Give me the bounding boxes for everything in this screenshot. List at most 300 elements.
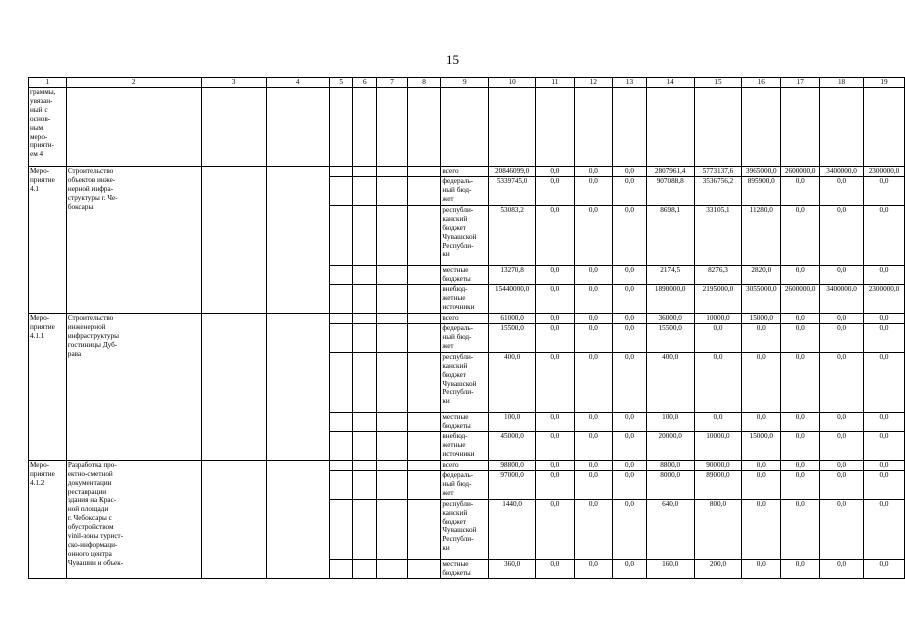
empty-cell: [353, 205, 377, 265]
funding-source-line: ный бюд-: [442, 332, 472, 341]
value-cell: 0,0: [820, 499, 864, 559]
empty-cell: [407, 499, 441, 559]
empty-cell: [742, 88, 781, 167]
value-cell: 0,0: [536, 323, 575, 352]
value-cell: 20000,0: [646, 431, 694, 460]
empty-cell: [613, 88, 647, 167]
value-cell: 0,0: [536, 470, 575, 499]
value-cell: 0,0: [574, 412, 613, 431]
empty-cell: [377, 412, 408, 431]
value-cell: 0,0: [694, 352, 742, 412]
header-cell: 7: [377, 78, 408, 88]
empty-cell: [407, 470, 441, 499]
value-cell: 160,0: [646, 559, 694, 578]
funding-source-cell: [441, 284, 489, 313]
event-title-line: инженерной: [67, 322, 106, 331]
empty-cell: [266, 460, 329, 578]
value-cell: 33105,1: [694, 205, 742, 265]
header-cell: 13: [613, 78, 647, 88]
value-cell: 0,0: [742, 470, 781, 499]
value-cell: 0,0: [613, 284, 647, 313]
funding-source-line: бюджет: [442, 517, 466, 526]
value-cell: 0,0: [863, 431, 904, 460]
value-cell: 45000,0: [489, 431, 536, 460]
value-cell: 0,0: [536, 176, 575, 205]
value-cell: 100,0: [646, 412, 694, 431]
table-row: [29, 313, 905, 323]
funding-source-cell: [441, 352, 489, 412]
value-cell: 800,0: [694, 499, 742, 559]
empty-cell: [329, 470, 353, 499]
empty-cell: [820, 88, 864, 167]
empty-cell: [353, 284, 377, 313]
empty-cell: [407, 412, 441, 431]
value-cell: 3536756,2: [694, 176, 742, 205]
empty-cell: [377, 205, 408, 265]
value-cell: 0,0: [781, 412, 820, 431]
funding-source-line: федераль-: [442, 323, 474, 332]
empty-cell: [329, 431, 353, 460]
value-cell: 0,0: [820, 313, 864, 323]
program-text-line: основ-: [30, 114, 51, 123]
empty-cell: [407, 352, 441, 412]
value-cell: 0,0: [820, 412, 864, 431]
value-cell: 0,0: [820, 352, 864, 412]
value-cell: 0,0: [781, 352, 820, 412]
funding-source-cell: [441, 460, 489, 470]
value-cell: 90000,0: [694, 460, 742, 470]
value-cell: 53083,2: [489, 205, 536, 265]
value-cell: 0,0: [863, 470, 904, 499]
event-number-line: Меро-: [30, 460, 50, 469]
event-title-line: vinil-зоны турист-: [67, 532, 124, 541]
empty-cell: [353, 460, 377, 470]
value-cell: 0,0: [613, 176, 647, 205]
event-number-cell: [29, 167, 67, 314]
event-number-line: приятие: [30, 175, 55, 184]
value-cell: 0,0: [781, 559, 820, 578]
funding-source-line: ки: [442, 250, 450, 259]
header-cell: 12: [574, 78, 613, 88]
program-cell: [29, 88, 67, 167]
empty-cell: [329, 352, 353, 412]
value-cell: 3400000,0: [820, 284, 864, 313]
value-cell: 0,0: [781, 323, 820, 352]
empty-cell: [407, 176, 441, 205]
funding-source-cell: [441, 205, 489, 265]
value-cell: 0,0: [613, 265, 647, 284]
funding-source-line: канский: [442, 361, 468, 370]
empty-cell: [329, 265, 353, 284]
header-cell: 8: [407, 78, 441, 88]
funding-source-line: источники: [442, 449, 475, 458]
value-cell: 0,0: [574, 352, 613, 412]
value-cell: 640,0: [646, 499, 694, 559]
value-cell: 0,0: [863, 559, 904, 578]
event-title-line: ектно-сметной: [67, 469, 113, 478]
value-cell: 0,0: [613, 167, 647, 177]
event-title-line: г. Чебоксары с: [67, 514, 112, 523]
value-cell: 0,0: [742, 352, 781, 412]
empty-cell: [201, 167, 266, 314]
header-cell: 16: [742, 78, 781, 88]
value-cell: 0,0: [574, 176, 613, 205]
event-number-line: 4.1.2: [30, 478, 45, 487]
value-cell: 0,0: [863, 499, 904, 559]
event-title-line: гостиницы Дуб-: [67, 340, 118, 349]
program-text-line: ем 4: [30, 150, 44, 159]
funding-source-line: Республи-: [442, 241, 474, 250]
value-cell: 200,0: [694, 559, 742, 578]
empty-cell: [377, 265, 408, 284]
value-cell: 8800,0: [646, 460, 694, 470]
value-cell: 3400000,0: [820, 167, 864, 177]
value-cell: 0,0: [536, 499, 575, 559]
event-title-line: обустройством: [67, 523, 114, 532]
empty-cell: [353, 412, 377, 431]
value-cell: 0,0: [820, 323, 864, 352]
event-number-line: приятие: [30, 322, 55, 331]
value-cell: 0,0: [863, 460, 904, 470]
funding-source-line: жетные: [442, 440, 466, 449]
empty-cell: [329, 323, 353, 352]
empty-cell: [377, 176, 408, 205]
value-cell: 8276,3: [694, 265, 742, 284]
value-cell: 907088,8: [646, 176, 694, 205]
funding-source-line: местные: [442, 265, 469, 274]
empty-cell: [407, 460, 441, 470]
value-cell: 0,0: [781, 431, 820, 460]
event-title-line: здания на Крас-: [67, 496, 117, 505]
funding-source-cell: [441, 167, 489, 177]
value-cell: 0,0: [536, 284, 575, 313]
continuation-row: [29, 88, 905, 167]
empty-cell: [377, 499, 408, 559]
value-cell: 0,0: [613, 559, 647, 578]
value-cell: 0,0: [613, 323, 647, 352]
empty-cell: [329, 88, 353, 167]
value-cell: 2300000,0: [863, 284, 904, 313]
value-cell: 0,0: [820, 470, 864, 499]
funding-source-line: местные: [442, 559, 469, 568]
empty-cell: [863, 88, 904, 167]
event-title-line: нерной инфра-: [67, 184, 114, 193]
value-cell: 5339745,0: [489, 176, 536, 205]
value-cell: 3055000,0: [742, 284, 781, 313]
empty-cell: [489, 88, 536, 167]
value-cell: 0,0: [536, 460, 575, 470]
funding-source-line: внебюд-: [442, 431, 468, 440]
value-cell: 0,0: [613, 499, 647, 559]
value-cell: 0,0: [820, 431, 864, 460]
value-cell: 1440,0: [489, 499, 536, 559]
event-number-line: приятие: [30, 469, 55, 478]
event-title-line: объектов инже-: [67, 175, 116, 184]
event-title-line: рава: [67, 349, 82, 358]
event-number-cell: [29, 460, 67, 578]
value-cell: 0,0: [536, 352, 575, 412]
value-cell: 895900,0: [742, 176, 781, 205]
funding-source-line: бюджеты: [442, 274, 471, 283]
header-cell: 18: [820, 78, 864, 88]
funding-source-line: жет: [442, 341, 454, 350]
value-cell: 0,0: [694, 323, 742, 352]
empty-cell: [377, 313, 408, 323]
value-cell: 0,0: [574, 265, 613, 284]
value-cell: 0,0: [613, 470, 647, 499]
empty-cell: [407, 88, 441, 167]
value-cell: 10000,0: [694, 313, 742, 323]
value-cell: 0,0: [574, 323, 613, 352]
empty-cell: [353, 499, 377, 559]
empty-cell: [407, 313, 441, 323]
value-cell: 0,0: [574, 431, 613, 460]
value-cell: 0,0: [742, 559, 781, 578]
event-title-line: структуры г. Че-: [67, 193, 118, 202]
event-title-line: ной площади: [67, 505, 109, 514]
empty-cell: [407, 559, 441, 578]
funding-source-line: канский: [442, 214, 468, 223]
empty-cell: [377, 88, 408, 167]
table-row: [29, 167, 905, 177]
value-cell: 0,0: [781, 460, 820, 470]
empty-cell: [66, 88, 201, 167]
funding-source-cell: [441, 323, 489, 352]
value-cell: 2820,0: [742, 265, 781, 284]
empty-cell: [353, 559, 377, 578]
funding-source-line: ки: [442, 397, 450, 406]
value-cell: 11280,0: [742, 205, 781, 265]
empty-cell: [407, 431, 441, 460]
value-cell: 0,0: [574, 167, 613, 177]
header-cell: 15: [694, 78, 742, 88]
empty-cell: [407, 265, 441, 284]
empty-cell: [266, 88, 329, 167]
empty-cell: [353, 167, 377, 177]
funding-source-line: Чувашской: [442, 379, 477, 388]
value-cell: 0,0: [820, 460, 864, 470]
empty-cell: [781, 88, 820, 167]
header-cell: 3: [201, 78, 266, 88]
empty-cell: [329, 499, 353, 559]
value-cell: 0,0: [536, 205, 575, 265]
event-number-line: 4.1: [30, 184, 39, 193]
empty-cell: [353, 88, 377, 167]
header-cell: 19: [863, 78, 904, 88]
value-cell: 0,0: [536, 559, 575, 578]
funding-source-line: Чувашской: [442, 232, 477, 241]
empty-cell: [329, 460, 353, 470]
value-cell: 0,0: [820, 559, 864, 578]
value-cell: 0,0: [613, 352, 647, 412]
value-cell: 360,0: [489, 559, 536, 578]
value-cell: 89000,0: [694, 470, 742, 499]
funding-source-line: ный бюд-: [442, 185, 472, 194]
value-cell: 0,0: [574, 559, 613, 578]
value-cell: 0,0: [781, 470, 820, 499]
value-cell: 0,0: [863, 205, 904, 265]
program-text-line: ный с: [30, 105, 48, 114]
header-cell: 6: [353, 78, 377, 88]
table-row: [29, 460, 905, 470]
funding-source-line: республи-: [442, 499, 474, 508]
empty-cell: [329, 205, 353, 265]
empty-cell: [407, 205, 441, 265]
funding-source-line: жет: [442, 194, 454, 203]
value-cell: 15000,0: [742, 313, 781, 323]
funding-source-line: жетные: [442, 293, 466, 302]
empty-cell: [266, 313, 329, 460]
header-cell: 5: [329, 78, 353, 88]
event-title-line: реставрации: [67, 487, 107, 496]
funding-source-line: всего: [442, 313, 459, 322]
value-cell: 0,0: [742, 460, 781, 470]
empty-cell: [377, 323, 408, 352]
value-cell: 97000,0: [489, 470, 536, 499]
empty-cell: [574, 88, 613, 167]
event-number-line: Меро-: [30, 313, 50, 322]
value-cell: 0,0: [863, 313, 904, 323]
event-title-cell: [66, 167, 201, 314]
value-cell: 15000,0: [742, 431, 781, 460]
funding-source-cell: [441, 265, 489, 284]
funding-source-cell: [441, 499, 489, 559]
event-title-line: Разработка про-: [67, 460, 117, 469]
event-title-line: Строительство: [67, 167, 114, 175]
header-cell: 1: [29, 78, 67, 88]
value-cell: 0,0: [574, 205, 613, 265]
table-body: [29, 78, 905, 579]
empty-cell: [377, 167, 408, 177]
funding-source-line: бюджет: [442, 223, 466, 232]
empty-cell: [377, 559, 408, 578]
empty-cell: [353, 323, 377, 352]
value-cell: 0,0: [820, 265, 864, 284]
value-cell: 2600000,0: [781, 167, 820, 177]
value-cell: 3965000,0: [742, 167, 781, 177]
funding-source-line: ки: [442, 544, 450, 553]
empty-cell: [407, 284, 441, 313]
value-cell: 0,0: [613, 205, 647, 265]
empty-cell: [353, 352, 377, 412]
empty-cell: [377, 352, 408, 412]
value-cell: 2195000,0: [694, 284, 742, 313]
funding-source-line: Республи-: [442, 388, 474, 397]
funding-source-cell: [441, 412, 489, 431]
empty-cell: [329, 176, 353, 205]
empty-cell: [201, 460, 266, 578]
header-cell: 10: [489, 78, 536, 88]
header-cell: 2: [66, 78, 201, 88]
value-cell: 0,0: [820, 176, 864, 205]
header-cell: 11: [536, 78, 575, 88]
value-cell: 0,0: [536, 313, 575, 323]
empty-cell: [329, 559, 353, 578]
value-cell: 0,0: [536, 265, 575, 284]
funding-source-cell: [441, 470, 489, 499]
funding-source-line: федераль-: [442, 470, 474, 479]
funding-source-line: всего: [442, 167, 459, 175]
empty-cell: [441, 88, 489, 167]
value-cell: 0,0: [742, 412, 781, 431]
event-title-line: боксары: [67, 202, 94, 211]
value-cell: 8000,0: [646, 470, 694, 499]
funding-source-line: республи-: [442, 352, 474, 361]
value-cell: 8698,1: [646, 205, 694, 265]
value-cell: 36000,0: [646, 313, 694, 323]
value-cell: 15440000,0: [489, 284, 536, 313]
value-cell: 0,0: [820, 205, 864, 265]
value-cell: 0,0: [574, 284, 613, 313]
funding-source-cell: [441, 431, 489, 460]
value-cell: 0,0: [613, 313, 647, 323]
funding-source-line: Республи-: [442, 535, 474, 544]
value-cell: 0,0: [863, 176, 904, 205]
value-cell: 0,0: [742, 323, 781, 352]
value-cell: 0,0: [613, 412, 647, 431]
value-cell: 1890000,0: [646, 284, 694, 313]
budget-table: [28, 77, 905, 579]
funding-source-cell: [441, 176, 489, 205]
empty-cell: [329, 412, 353, 431]
page-number: 15: [446, 52, 459, 67]
funding-source-line: Чувашской: [442, 526, 477, 535]
event-title-cell: [66, 313, 201, 460]
header-cell: 17: [781, 78, 820, 88]
header-row: [29, 78, 905, 88]
event-title-line: документации: [67, 478, 112, 487]
program-text-line: увязан-: [30, 96, 53, 105]
header-cell: 4: [266, 78, 329, 88]
funding-source-line: ный бюд-: [442, 479, 472, 488]
value-cell: 0,0: [613, 460, 647, 470]
value-cell: 2600000,0: [781, 284, 820, 313]
value-cell: 0,0: [863, 352, 904, 412]
funding-source-line: канский: [442, 508, 468, 517]
value-cell: 2174,5: [646, 265, 694, 284]
program-text-line: меро-: [30, 132, 48, 141]
empty-cell: [377, 470, 408, 499]
value-cell: 0,0: [863, 323, 904, 352]
event-title-line: Строительство: [67, 313, 114, 322]
value-cell: 0,0: [781, 265, 820, 284]
empty-cell: [329, 167, 353, 177]
header-cell: 14: [646, 78, 694, 88]
event-title-cell: [66, 460, 201, 578]
value-cell: 0,0: [536, 412, 575, 431]
empty-cell: [377, 431, 408, 460]
funding-source-line: федераль-: [442, 176, 474, 185]
funding-source-line: бюджеты: [442, 421, 471, 430]
empty-cell: [353, 176, 377, 205]
value-cell: 0,0: [781, 176, 820, 205]
value-cell: 0,0: [613, 431, 647, 460]
value-cell: 5773137,6: [694, 167, 742, 177]
value-cell: 20846099,0: [489, 167, 536, 177]
funding-source-line: источники: [442, 302, 475, 311]
value-cell: 0,0: [574, 313, 613, 323]
empty-cell: [353, 265, 377, 284]
value-cell: 0,0: [694, 412, 742, 431]
value-cell: 98800,0: [489, 460, 536, 470]
program-text-line: прияти-: [30, 141, 54, 150]
header-cell: 9: [441, 78, 489, 88]
value-cell: 0,0: [536, 431, 575, 460]
value-cell: 0,0: [574, 470, 613, 499]
program-text-line: граммы,: [30, 88, 56, 96]
value-cell: 10000,0: [694, 431, 742, 460]
event-number-cell: [29, 313, 67, 460]
